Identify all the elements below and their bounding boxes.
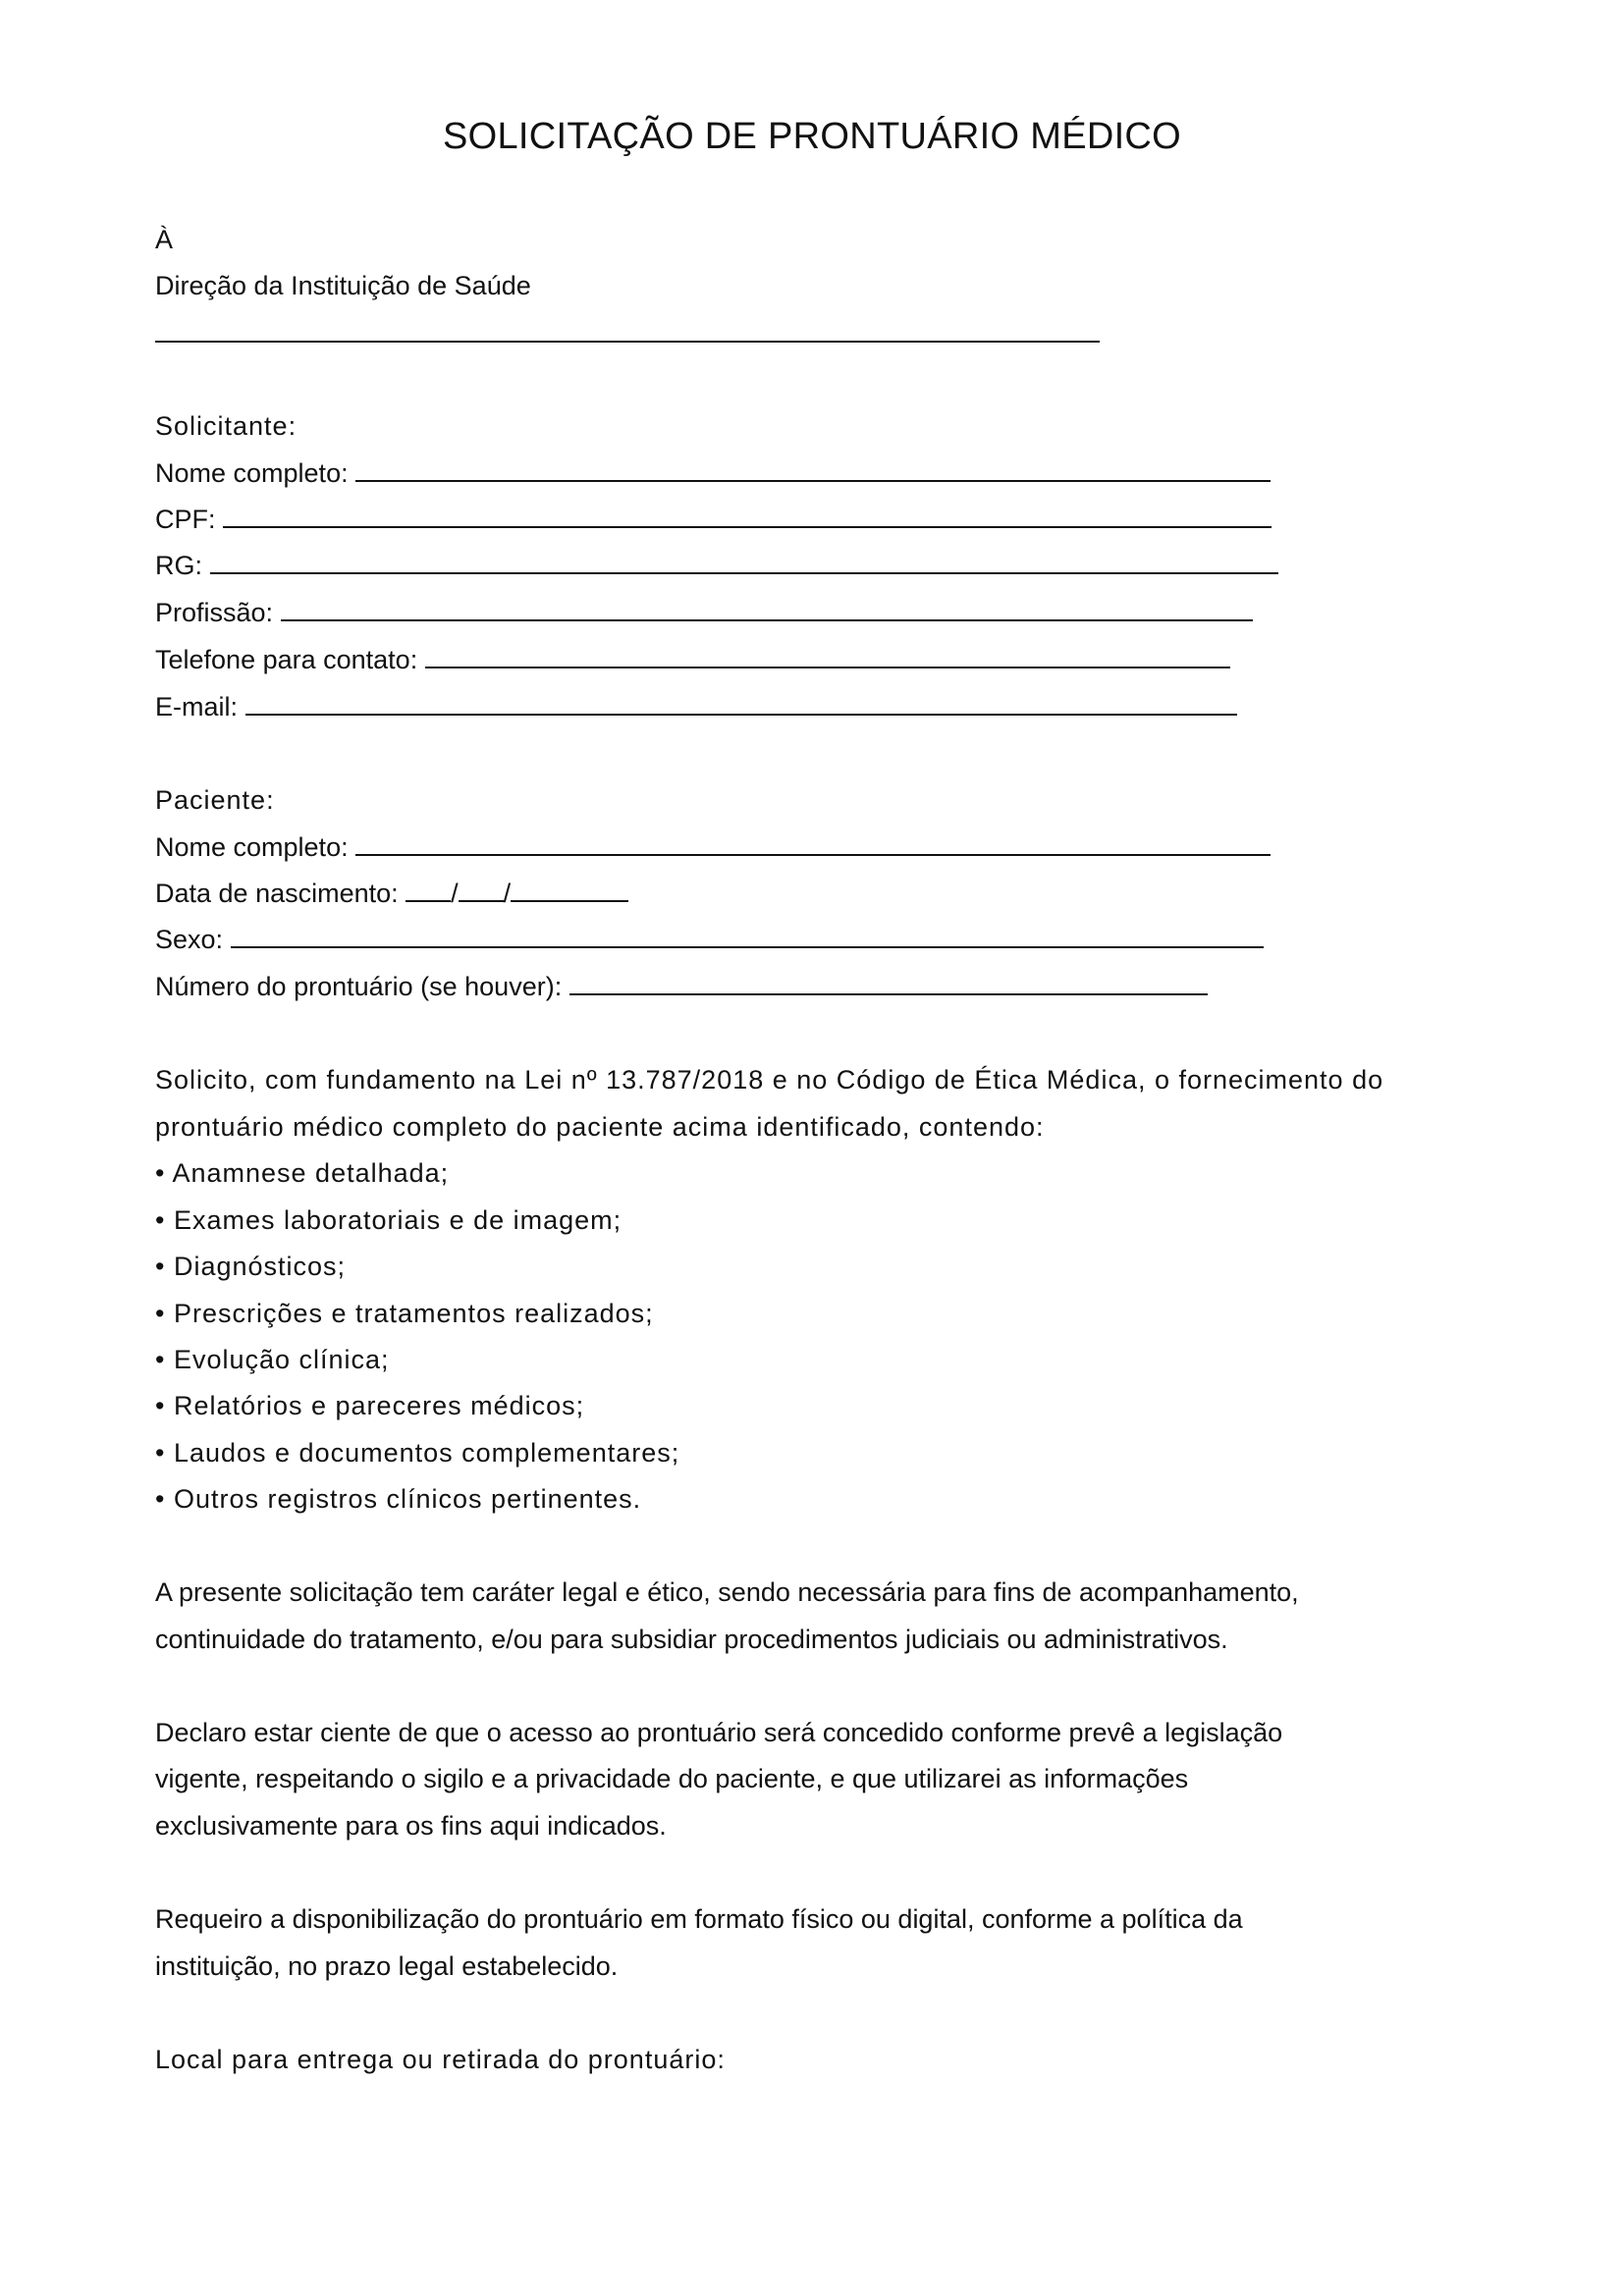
patient-record-number-label: Número do prontuário (se houver): xyxy=(155,972,563,1001)
patient-sex-row xyxy=(155,922,1264,957)
declaration-paragraph-line: Declaro estar ciente de que o acesso ao prontuário será concedido conforme prevê a legislação xyxy=(155,1718,1283,1747)
list-item: • Outros registros clínicos pertinentes. xyxy=(155,1484,642,1514)
requester-cpf-blank[interactable] xyxy=(223,503,1272,528)
list-item: • Laudos e documentos complementares; xyxy=(155,1438,680,1468)
legal-paragraph-line: continuidade do tratamento, e/ou para subsidiar procedimentos judiciais ou administrativos. xyxy=(155,1625,1228,1654)
requester-cpf-row xyxy=(155,502,1272,537)
patient-record-number-blank[interactable] xyxy=(569,970,1208,995)
requester-profession-label: Profissão: xyxy=(155,598,274,627)
recipient-blank-row xyxy=(155,316,1100,351)
request-paragraph-line: prontuário médico completo do paciente acima identificado, contendo: xyxy=(155,1112,1045,1142)
requester-heading: Solicitante: xyxy=(155,411,298,441)
recipient-blank-line[interactable] xyxy=(155,317,1100,343)
recipient-line: Direção da Instituição de Saúde xyxy=(155,271,531,300)
requester-profession-blank[interactable] xyxy=(281,596,1253,621)
birth-date-separator: / xyxy=(451,879,459,908)
requester-full-name-label: Nome completo: xyxy=(155,458,349,488)
birth-month-blank[interactable] xyxy=(459,877,504,902)
requester-full-name-row xyxy=(155,455,1271,491)
birth-date-separator: / xyxy=(503,879,512,908)
list-item: • Diagnósticos; xyxy=(155,1252,347,1281)
patient-sex-label: Sexo: xyxy=(155,925,224,954)
patient-birth-date-label: Data de nascimento: xyxy=(155,879,399,908)
patient-full-name-row xyxy=(155,829,1271,865)
requester-phone-row xyxy=(155,642,1230,677)
requester-phone-blank[interactable] xyxy=(425,643,1230,668)
patient-full-name-blank[interactable] xyxy=(355,830,1271,856)
list-item: • Prescrições e tratamentos realizados; xyxy=(155,1299,654,1328)
list-item: • Exames laboratoriais e de imagem; xyxy=(155,1205,623,1235)
requester-full-name-blank[interactable] xyxy=(355,456,1271,482)
format-paragraph-line: instituição, no prazo legal estabelecido. xyxy=(155,1951,619,1981)
requester-cpf-label: CPF: xyxy=(155,505,216,534)
patient-record-number-row xyxy=(155,969,1208,1004)
requester-rg-label: RG: xyxy=(155,551,203,580)
list-item: • Relatórios e pareceres médicos; xyxy=(155,1391,585,1420)
birth-year-blank[interactable] xyxy=(511,877,628,902)
declaration-paragraph-line: vigente, respeitando o sigilo e a privacidade do paciente, e que utilizarei as informações xyxy=(155,1764,1189,1793)
document-title: SOLICITAÇÃO DE PRONTUÁRIO MÉDICO xyxy=(442,116,1182,157)
request-paragraph-line: Solicito, com fundamento na Lei nº 13.787/2018 e no Código de Ética Médica, o fornecimento do xyxy=(155,1065,1384,1095)
requester-email-label: E-mail: xyxy=(155,692,239,721)
requester-phone-label: Telefone para contato: xyxy=(155,645,418,674)
requester-email-blank[interactable] xyxy=(245,690,1237,716)
format-paragraph-line: Requeiro a disponibilização do prontuário em formato físico ou digital, conforme a política da xyxy=(155,1904,1243,1934)
list-item: • Anamnese detalhada; xyxy=(155,1158,450,1188)
patient-full-name-label: Nome completo: xyxy=(155,832,349,862)
requester-rg-blank[interactable] xyxy=(210,549,1278,574)
recipient-prefix: À xyxy=(155,225,174,254)
delivery-location-label: Local para entrega ou retirada do prontuário: xyxy=(155,2045,726,2074)
list-item: • Evolução clínica; xyxy=(155,1345,390,1374)
birth-day-blank[interactable] xyxy=(406,877,451,902)
requester-rg-row xyxy=(155,548,1278,583)
patient-sex-blank[interactable] xyxy=(231,923,1264,948)
requester-profession-row xyxy=(155,595,1253,630)
legal-paragraph-line: A presente solicitação tem caráter legal e ético, sendo necessária para fins de acompanhamento, xyxy=(155,1577,1299,1607)
declaration-paragraph-line: exclusivamente para os fins aqui indicados. xyxy=(155,1811,667,1841)
patient-heading: Paciente: xyxy=(155,785,275,815)
patient-birth-date-row xyxy=(155,876,628,911)
requester-email-row xyxy=(155,689,1237,724)
